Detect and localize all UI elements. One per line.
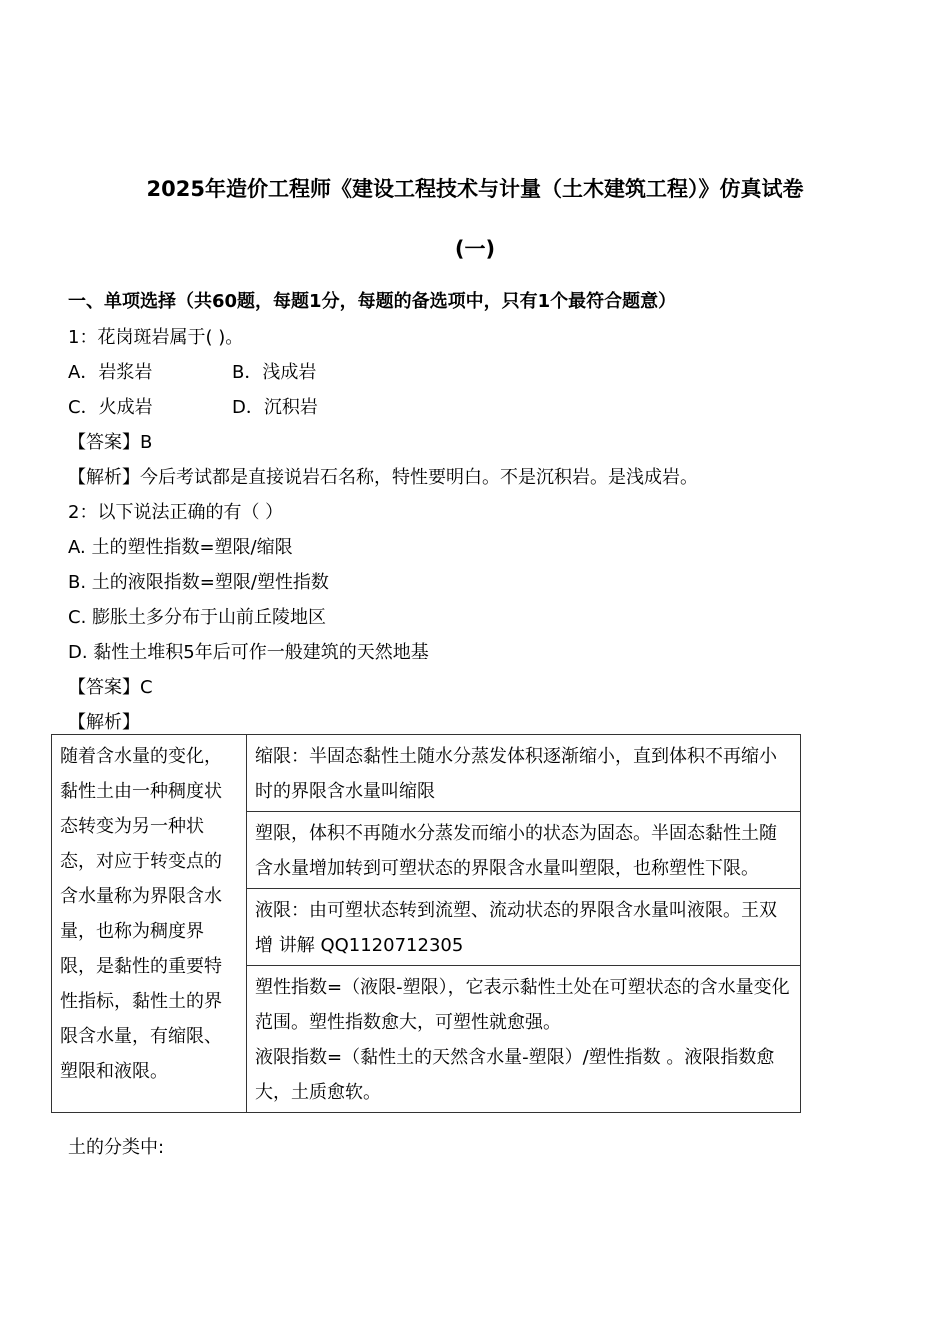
- q2-analysis-label: 【解析】: [68, 712, 140, 733]
- document-title: 2025年造价工程师《建设工程技术与计量（土木建筑工程）》仿真试卷: [146, 177, 804, 201]
- q2-option-d: D. 黏性土堆积5年后可作一般建筑的天然地基: [68, 642, 429, 663]
- table-cell-liquid-limit: 液限：由可塑状态转到流塑、流动状态的界限含水量叫液限。王双增 讲解 QQ1120712305: [247, 889, 801, 966]
- q2-option-c: C. 膨胀土多分布于山前丘陵地区: [68, 607, 327, 628]
- table-cell-indices: [247, 966, 801, 1113]
- table-left-cell: 随着含水量的变化，黏性土由一种稠度状态转变为另一种状态，对应于转变点的含水量称为界限含水量，也称为稠度界限，是黏性的重要特性指标，黏性土的界限含水量，有缩限、塑限和液限。: [52, 735, 247, 1113]
- document-title-line2: (一): [454, 237, 496, 261]
- question-1-options-row2: [68, 393, 318, 419]
- liquidity-index-text: 液限指数=（黏性土的天然含水量-塑限）/塑性指数 。液限指数愈大，土质愈软。: [255, 1047, 775, 1103]
- table-cell-plastic-limit: 塑限，体积不再随水分蒸发而缩小的状态为固态。半固态黏性土随含水量增加转到可塑状态的界限含水量叫塑限，也称塑性下限。: [247, 812, 801, 889]
- q1-option-b: B．浅成岩: [232, 362, 317, 383]
- q2-answer: 【答案】C: [68, 677, 153, 698]
- q1-option-d: D．沉积岩: [232, 397, 318, 418]
- q1-option-c: C．火成岩: [68, 397, 153, 418]
- question-2-stem: 2：以下说法正确的有（ ）: [68, 502, 284, 523]
- table-cell-shrinkage-limit: 缩限：半固态黏性土随水分蒸发体积逐渐缩小，直到体积不再缩小时的界限含水量叫缩限: [247, 735, 801, 812]
- q1-analysis: 【解析】今后考试都是直接说岩石名称，特性要明白。不是沉积岩。是浅成岩。: [68, 467, 698, 488]
- soil-classification-text: 土的分类中:: [68, 1137, 165, 1158]
- q1-answer: 【答案】B: [68, 432, 153, 453]
- section-heading: 一、单项选择（共60题，每题1分，每题的备选项中，只有1个最符合题意）: [68, 291, 677, 312]
- q1-option-a: A．岩浆岩: [68, 362, 153, 383]
- q2-option-b: B. 土的液限指数=塑限/塑性指数: [68, 572, 329, 593]
- explanation-table: [51, 734, 801, 1113]
- question-1-stem: 1：花岗斑岩属于( )。: [68, 327, 244, 348]
- plasticity-index-text: 塑性指数=（液限-塑限），它表示黏性土处在可塑状态的含水量变化范围。塑性指数愈大，可塑性就愈强。: [255, 977, 790, 1033]
- q2-option-a: A. 土的塑性指数=塑限/缩限: [68, 537, 293, 558]
- question-1-options-row1: [68, 358, 316, 384]
